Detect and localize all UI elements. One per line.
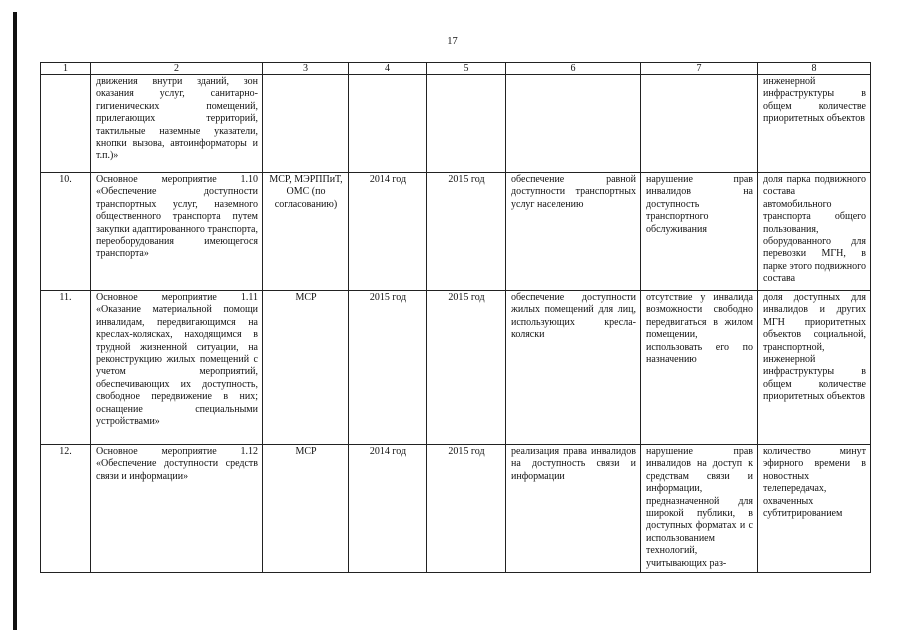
start-cell: 2014 год (349, 173, 427, 291)
start-cell: 2014 год (349, 445, 427, 573)
executor-cell: МСР (263, 445, 349, 573)
page-number: 17 (447, 36, 458, 47)
row-number: 12. (41, 445, 91, 573)
header-col-3: 3 (263, 63, 349, 75)
header-col-2: 2 (91, 63, 263, 75)
result-cell: реализация права инвалидов на доступность связи и информации (506, 445, 641, 573)
measure-cell: Основное мероприятие 1.11 «Оказание материальной помощи инвалидам, передвигающимся на креслах-колясках, находящимся в трудной жизненной ситуации, на реконструкцию жилых помещений с учетом мероприятий, обеспечивающих их доступность, свободное передвижение в них; оснащение специальными устройствами» (91, 291, 263, 445)
executor-cell: МСР, МЭРППиТ, ОМС (по согласованию) (263, 173, 349, 291)
indicator-cell: инженерной инфраструктуры в общем количестве приоритетных объектов (758, 75, 871, 173)
consequence-cell (641, 75, 758, 173)
row-number: 10. (41, 173, 91, 291)
header-col-5: 5 (427, 63, 506, 75)
indicator-cell: доля парка подвижного состава автомобильного транспорта общего пользования, оборудованного для перевозки МГН, в парке этого подвижного состава (758, 173, 871, 291)
table-row (41, 173, 871, 291)
indicator-cell: доля доступных для инвалидов и других МГН приоритетных объектов социальной, транспортной, инженерной инфраструктуры в общем количестве приоритетных объектов (758, 291, 871, 445)
header-col-7: 7 (641, 63, 758, 75)
binding-edge (13, 12, 17, 630)
row-number (41, 75, 91, 173)
consequence-cell: нарушение прав инвалидов на доступность транспортного обслуживания (641, 173, 758, 291)
header-col-8: 8 (758, 63, 871, 75)
measure-cell: Основное мероприятие 1.10 «Обеспечение доступности транспортных услуг, наземного общественного транспорта путем закупки адаптированного транспорта, переоборудования имеющегося транспорта» (91, 173, 263, 291)
result-cell: обеспечение доступности жилых помещений для лиц, использующих кресла-коляски (506, 291, 641, 445)
header-row (41, 63, 871, 75)
end-cell: 2015 год (427, 445, 506, 573)
indicator-cell: количество минут эфирного времени в новостных телепередачах, охваченных субтитрированием (758, 445, 871, 573)
program-table (40, 62, 871, 573)
measure-cell: движения внутри зданий, зон оказания услуг, санитарно-гигиенических помещений, прилегающих территорий, тактильные наземные указатели, кнопки вызова, автоинформаторы и т.п.)» (91, 75, 263, 173)
end-cell: 2015 год (427, 173, 506, 291)
table-row (41, 445, 871, 573)
table-row (41, 75, 871, 173)
row-number: 11. (41, 291, 91, 445)
consequence-cell: нарушение прав инвалидов на доступ к средствам связи и информации, предназначенной для широкой публики, в доступных форматах и с использованием технологий, учитывающих раз- (641, 445, 758, 573)
end-cell: 2015 год (427, 291, 506, 445)
end-cell (427, 75, 506, 173)
table-row (41, 291, 871, 445)
consequence-cell: отсутствие у инвалида возможности свободно передвигаться в жилом помещении, использовать его по назначению (641, 291, 758, 445)
header-col-4: 4 (349, 63, 427, 75)
executor-cell (263, 75, 349, 173)
start-cell (349, 75, 427, 173)
start-cell: 2015 год (349, 291, 427, 445)
result-cell: обеспечение равной доступности транспортных услуг населению (506, 173, 641, 291)
header-col-1: 1 (41, 63, 91, 75)
header-col-6: 6 (506, 63, 641, 75)
result-cell (506, 75, 641, 173)
executor-cell: МСР (263, 291, 349, 445)
measure-cell: Основное мероприятие 1.12 «Обеспечение доступности средств связи и информации» (91, 445, 263, 573)
